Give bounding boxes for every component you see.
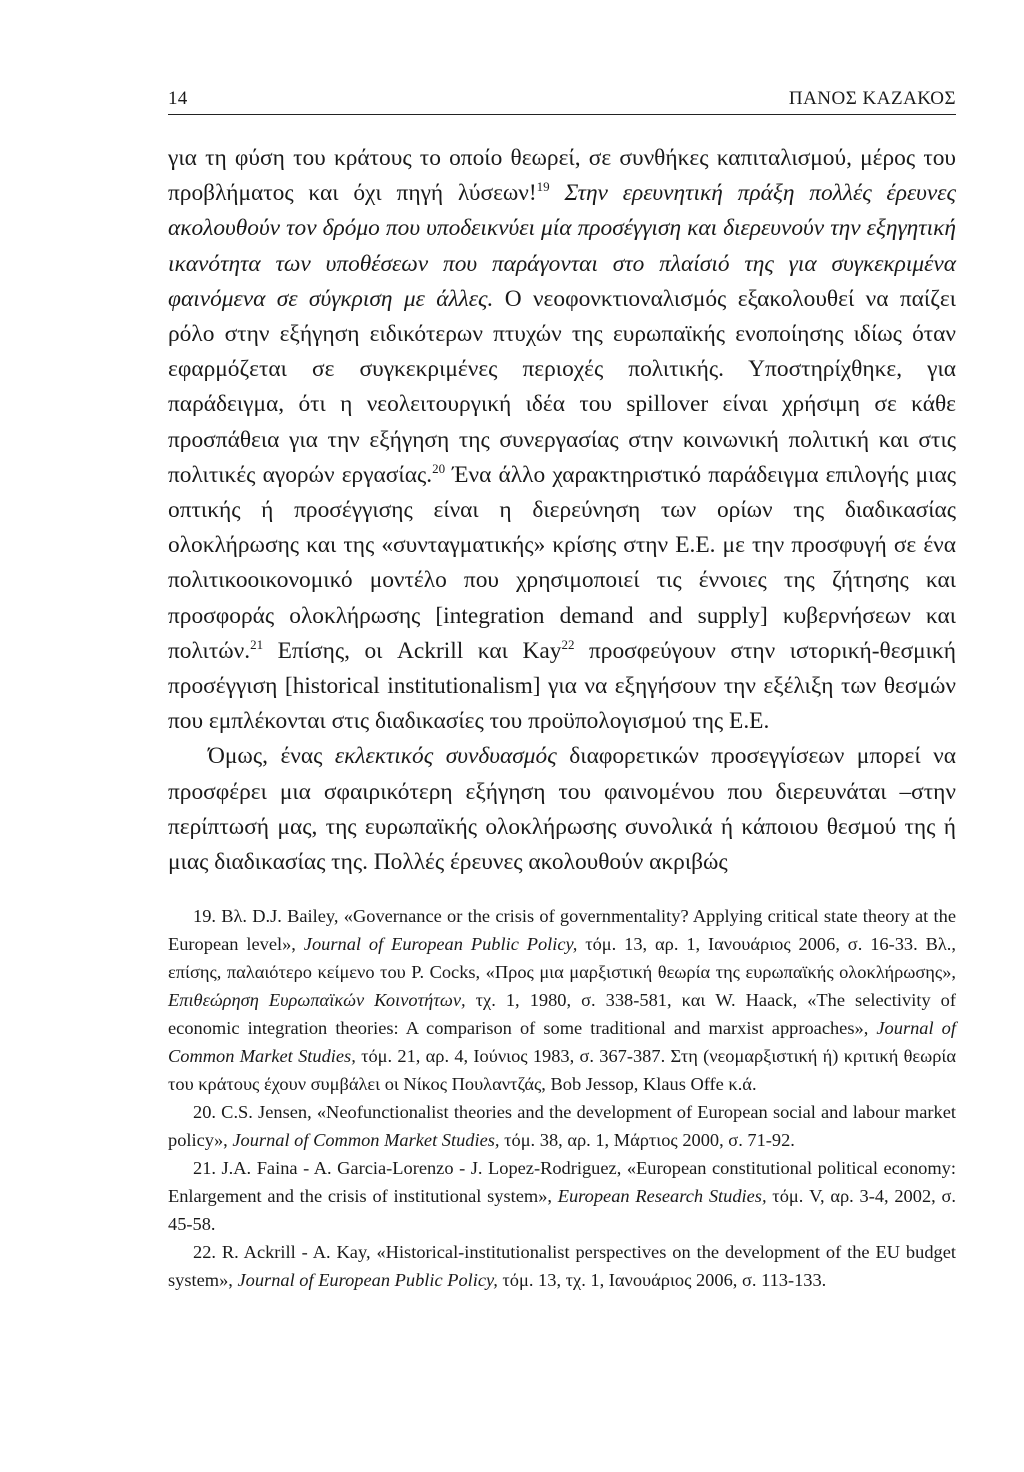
journal-title: Journal of European Public Policy, [303,934,578,955]
running-head-author: ΠΑΝΟΣ ΚΑΖΑΚΟΣ [788,88,956,109]
text-run: 21. J.A. Faina - A. Garcia-Lorenzo - J. Lopez-Rodriguez, «European constitutional political economy: Enlargement and the crisis of institutional system», [168,1158,956,1207]
footnote-ref-21[interactable]: 21 [250,637,264,653]
text-run: τόμ. 21, αρ. 4, Ιούνιος 1983, σ. 367-387. Στη (νεομαρξιστική ή) κριτική θεωρία του κράτους έχουν συμβάλει οι Νίκος Πουλαντζάς, Bob Jessop, Klaus Offe κ.ά. [168,1046,956,1095]
paragraph-2 [168,739,956,880]
journal-title: Journal of Common Market Studies, [232,1130,500,1151]
main-text [168,141,956,880]
text-run: τχ. 1, 1980, σ. 338-581, και W. Haack, «The selectivity of economic integration theories: A comparison of some traditional and marxist approaches», [168,990,956,1039]
footnote-ref-20[interactable]: 20 [432,461,446,477]
text-run: για τη φύση του κράτους το οποίο θεωρεί, σε συνθήκες καπιταλισμού, μέρος του προβλήματος και όχι πηγή λύσεων! [168,145,956,207]
footnote-ref-19[interactable]: 19 [536,179,550,195]
book-page [168,88,956,1294]
text-run: Ο νεοφονκτιοναλισμός εξακολουθεί να παίζει ρόλο στην εξήγηση ειδικότερων πτυχών της ευρωπαϊκής ενοποίησης ιδίως όταν εφαρμόζεται σε συγκεκριμένες περιοχές πολιτικής. Υποστηρίχθηκε, για παράδειγμα, ότι η νεολειτουργική ιδέα του spillover είναι χρήσιμη σε κάθε προσπάθεια για την εξήγηση της συνεργασίας στην κοινωνική πολιτική και στις πολιτικές αγορών εργασίας. [168,285,956,488]
footnote-19 [168,902,956,1098]
footnote-22 [168,1238,956,1294]
text-run-italic: εκλεκτικός συνδυασμός [334,743,557,770]
journal-title: Επιθεώρηση Ευρωπαϊκών Κοινοτήτων, [168,990,466,1011]
text-run: προσφεύγουν στην ιστορική-θεσμική προσέγγιση [historical institutionalism] για να εξηγήσουν την εξέλιξη των θεσμών που εμπλέκονται στις διαδικασίες του προϋπολογισμού της Ε.Ε. [168,637,956,735]
text-run: τόμ. V, αρ. 3-4, 2002, σ. 45-58. [168,1186,956,1235]
journal-title: Journal of European Public Policy, [237,1270,498,1291]
text-run: 20. C.S. Jensen, «Neofunctionalist theories and the development of European social and labour market policy», [168,1102,956,1151]
text-run: διαφορετικών προσεγγίσεων μπορεί να προσφέρει μια σφαιρικότερη εξήγηση του φαινομένου που διερευνάται –στην περίπτωσή μας, της ευρωπαϊκής ολοκλήρωσης συνολικά ή κάποιου θεσμού της ή μιας διαδικασίας της. Πολλές έρευνες ακολουθούν ακριβώς [168,743,956,876]
text-run: Όμως, ένας [208,743,335,770]
journal-title: Journal of Common Market Studies, [168,1018,956,1067]
text-run: Ένα άλλο χαρακτηριστικό παράδειγμα επιλογής μιας οπτικής ή προσέγγισης είναι η διερεύνηση των ορίων της διαδικασίας ολοκλήρωσης και της «συνταγματικής» κρίσης στην Ε.Ε. με την προσφυγή σε ένα πολιτικοοικονομικό μοντέλο που χρησιμοποιεί τις έννοιες της ζήτησης και προσφοράς ολοκλήρωσης [integration demand and supply] κυβερνήσεων και πολιτών. [168,461,956,664]
text-run: τόμ. 13, αρ. 1, Ιανουάριος 2006, σ. 16-33. Βλ., επίσης, παλαιότερο κείμενο του P. Cocks, «Προς μια μαρξιστική θεωρία της ευρωπαϊκής ολοκλήρωσης», [168,934,956,983]
footnote-21 [168,1154,956,1238]
text-run: 22. R. Ackrill - A. Kay, «Historical-institutionalist perspectives on the development of the EU budget system», [168,1242,956,1291]
running-header [168,88,956,115]
paragraph-1 [168,141,956,739]
text-run: 19. Βλ. D.J. Bailey, «Governance or the crisis of governmentality? Applying critical state theory at the European level», [168,906,956,955]
footnote-ref-22[interactable]: 22 [561,637,575,653]
footnote-20 [168,1098,956,1154]
text-run-italic: Στην ερευνητική πράξη πολλές έρευνες ακολουθούν τον δρόμο που υποδεικνύει μία προσέγγιση και διερευνούν την εξηγητική ικανότητα των υποθέσεων που παράγονται στο πλαίσιό της για συγκεκριμένα φαινόμενα σε σύγκριση με άλλες. [168,180,956,312]
journal-title: European Research Studies, [557,1186,767,1207]
text-run: τόμ. 13, τχ. 1, Ιανουάριος 2006, σ. 113-133. [497,1270,827,1291]
text-run: Επίσης, οι Ackrill και Kay [263,637,562,664]
text-run: τόμ. 38, αρ. 1, Μάρτιος 2000, σ. 71-92. [499,1130,795,1151]
footnotes [168,902,956,1294]
page-number: 14 [168,88,188,109]
